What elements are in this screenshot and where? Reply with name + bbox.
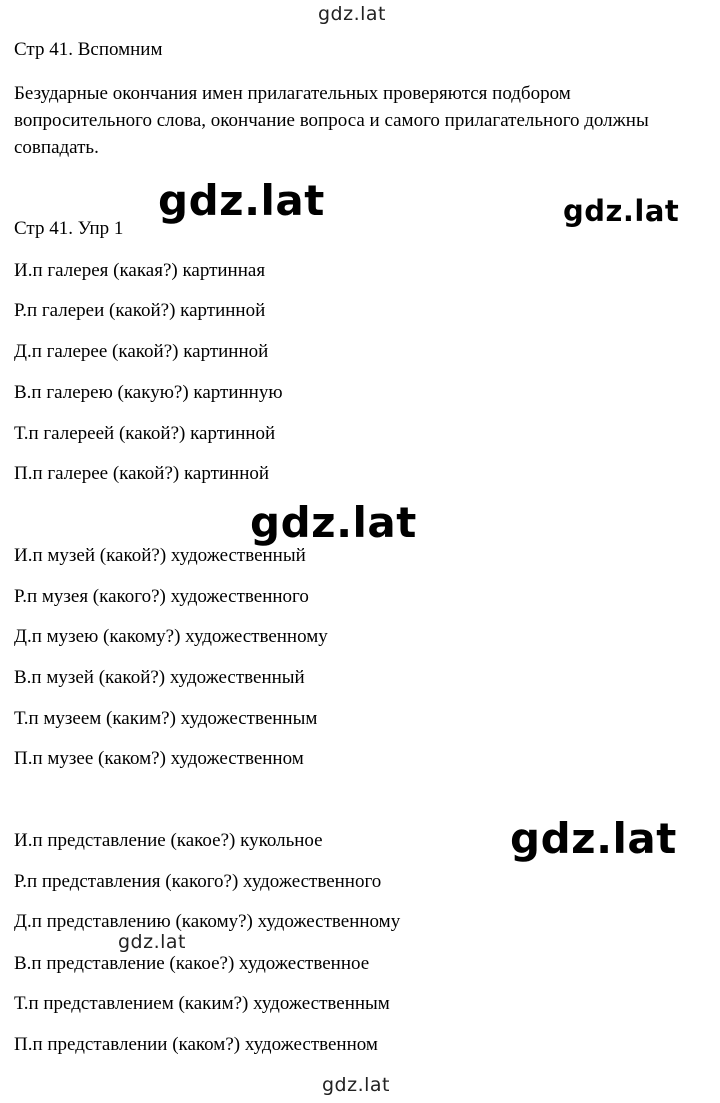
list-item: И.п представление (какое?) кукольное — [14, 830, 323, 851]
list-item: В.п галерею (какую?) картинную — [14, 382, 283, 403]
watermark-upper-right: gdz.lat — [563, 194, 680, 228]
list-item: П.п представлении (каком?) художественном — [14, 1034, 378, 1055]
list-item: В.п представление (какое?) художественное — [14, 953, 370, 974]
watermark-lower-small: gdz.lat — [118, 931, 187, 953]
watermark-top: gdz.lat — [318, 3, 387, 25]
list-item: Т.п галереей (какой?) картинной — [14, 423, 276, 444]
list-item: П.п музее (каком?) художественном — [14, 748, 304, 769]
list-item: Р.п галереи (какой?) картинной — [14, 300, 266, 321]
list-item: Д.п представлению (какому?) художественному — [14, 911, 401, 932]
watermark-bottom: gdz.lat — [322, 1074, 391, 1096]
list-item: И.п галерея (какая?) картинная — [14, 260, 266, 281]
list-item: Т.п музеем (каким?) художественным — [14, 708, 318, 729]
watermark-lower-right: gdz.lat — [510, 814, 677, 863]
list-item: И.п музей (какой?) художественный — [14, 545, 306, 566]
watermark-upper-left: gdz.lat — [158, 176, 325, 225]
section2-heading: Стр 41. Упр 1 — [14, 218, 124, 239]
watermark-middle: gdz.lat — [250, 498, 417, 547]
section1-text: Безударные окончания имен прилагательных проверяются подбором вопросительного слова, окончание вопроса и самого прилагательного должны совпадать. — [14, 83, 649, 158]
list-item: Д.п музею (какому?) художественному — [14, 626, 328, 647]
list-item: В.п музей (какой?) художественный — [14, 667, 305, 688]
list-item: Д.п галерее (какой?) картинной — [14, 341, 269, 362]
list-item: Р.п музея (какого?) художественного — [14, 586, 309, 607]
list-item: П.п галерее (какой?) картинной — [14, 463, 270, 484]
list-item: Р.п представления (какого?) художественного — [14, 871, 382, 892]
list-item: Т.п представлением (каким?) художественным — [14, 993, 390, 1014]
section1-heading: Стр 41. Вспомним — [14, 39, 163, 60]
